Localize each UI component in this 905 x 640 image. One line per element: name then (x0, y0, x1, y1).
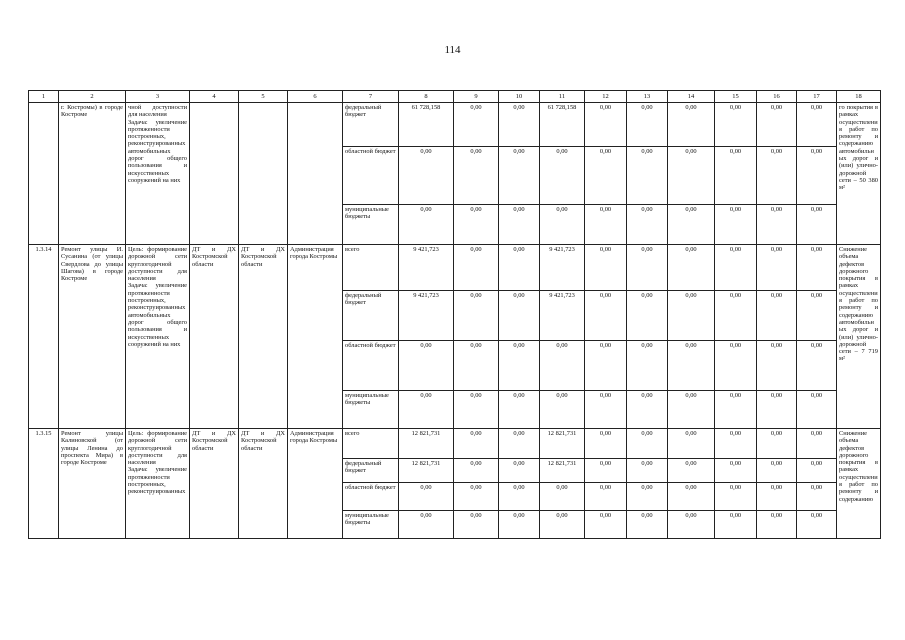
value-cell: 0,00 (797, 483, 837, 511)
value-cell: 0,00 (399, 341, 454, 391)
value-cell: 0,00 (797, 103, 837, 147)
value-cell: 0,00 (499, 483, 540, 511)
value-cell: 0,00 (797, 245, 837, 291)
value-cell: 0,00 (715, 103, 757, 147)
value-cell: 0,00 (668, 511, 715, 539)
value-cell: 0,00 (715, 511, 757, 539)
value-cell: 0,00 (797, 391, 837, 429)
value-cell: 0,00 (454, 391, 499, 429)
header-cell: 14 (668, 91, 715, 103)
value-cell: 0,00 (454, 341, 499, 391)
header-cell: 9 (454, 91, 499, 103)
header-cell: 7 (343, 91, 399, 103)
value-cell: 0,00 (627, 205, 668, 245)
value-cell: 0,00 (585, 511, 627, 539)
item-number-cell (29, 103, 59, 245)
header-cell: 6 (288, 91, 343, 103)
value-cell: 0,00 (454, 429, 499, 459)
value-cell: 0,00 (668, 429, 715, 459)
participant-cell: Администрация города Костромы (288, 429, 343, 539)
value-cell: 0,00 (540, 511, 585, 539)
value-cell: 0,00 (757, 103, 797, 147)
value-cell: 0,00 (715, 429, 757, 459)
value-cell: 0,00 (399, 511, 454, 539)
value-cell: 0,00 (715, 205, 757, 245)
header-cell: 3 (126, 91, 190, 103)
value-cell: 0,00 (627, 511, 668, 539)
value-cell: 0,00 (715, 147, 757, 205)
goal-task-cell: чной доступности для населения Задача: увеличение протяженности построенных, реконструированных автомобильных дорог общего пользования и искусственных сооружений на них (126, 103, 190, 245)
header-cell: 8 (399, 91, 454, 103)
header-cell: 10 (499, 91, 540, 103)
value-cell: 0,00 (399, 391, 454, 429)
value-cell: 0,00 (797, 291, 837, 341)
funding-source-cell: федеральный бюджет (343, 291, 399, 341)
value-cell: 0,00 (499, 147, 540, 205)
value-cell: 0,00 (668, 483, 715, 511)
value-cell: 0,00 (757, 459, 797, 483)
value-cell: 0,00 (715, 391, 757, 429)
funding-source-cell: всего (343, 429, 399, 459)
table-row (29, 245, 881, 291)
value-cell: 0,00 (715, 483, 757, 511)
value-cell: 0,00 (668, 341, 715, 391)
value-cell: 0,00 (585, 291, 627, 341)
value-cell: 0,00 (627, 147, 668, 205)
funding-source-cell: муниципальные бюджеты (343, 205, 399, 245)
header-cell: 17 (797, 91, 837, 103)
coexecutor-cell: ДТ и ДХ Костромской области (239, 429, 288, 539)
value-cell: 0,00 (668, 459, 715, 483)
participant-cell: Администрация города Костромы (288, 245, 343, 429)
value-cell: 0,00 (454, 103, 499, 147)
value-cell: 0,00 (585, 205, 627, 245)
funding-source-cell: всего (343, 245, 399, 291)
value-cell: 0,00 (627, 103, 668, 147)
table-row (29, 429, 881, 459)
value-cell: 0,00 (454, 459, 499, 483)
value-cell: 0,00 (585, 341, 627, 391)
value-cell: 0,00 (454, 147, 499, 205)
value-cell: 0,00 (499, 391, 540, 429)
value-cell: 0,00 (399, 205, 454, 245)
value-cell: 0,00 (668, 391, 715, 429)
value-cell: 0,00 (585, 429, 627, 459)
value-cell: 9 421,723 (399, 245, 454, 291)
value-cell: 61 728,158 (399, 103, 454, 147)
value-cell: 0,00 (797, 511, 837, 539)
value-cell: 0,00 (499, 103, 540, 147)
header-row (29, 91, 881, 103)
value-cell: 0,00 (454, 291, 499, 341)
value-cell: 0,00 (540, 483, 585, 511)
value-cell: 12 821,731 (399, 459, 454, 483)
value-cell: 0,00 (668, 291, 715, 341)
value-cell: 0,00 (757, 429, 797, 459)
value-cell: 0,00 (627, 391, 668, 429)
coexecutor-cell: ДТ и ДХ Костромской области (239, 245, 288, 429)
value-cell: 0,00 (585, 391, 627, 429)
value-cell: 0,00 (454, 483, 499, 511)
value-cell: 0,00 (499, 205, 540, 245)
value-cell: 0,00 (627, 245, 668, 291)
budget-table (28, 90, 881, 539)
executor-cell: ДТ и ДХ Костромской области (190, 245, 239, 429)
value-cell: 0,00 (668, 245, 715, 291)
value-cell: 0,00 (715, 459, 757, 483)
executor-cell (190, 103, 239, 245)
coexecutor-cell (239, 103, 288, 245)
value-cell: 12 821,731 (540, 429, 585, 459)
value-cell: 0,00 (454, 205, 499, 245)
value-cell: 0,00 (499, 459, 540, 483)
value-cell: 0,00 (540, 147, 585, 205)
header-cell: 16 (757, 91, 797, 103)
funding-source-cell: федеральный бюджет (343, 459, 399, 483)
value-cell: 0,00 (715, 341, 757, 391)
value-cell: 0,00 (757, 391, 797, 429)
funding-source-cell: муниципальные бюджеты (343, 391, 399, 429)
result-cell: Снижение объема дефектов дорожного покрытия в рамках осуществления работ по ремонту и содержанию (837, 429, 881, 539)
value-cell: 0,00 (627, 459, 668, 483)
header-cell: 11 (540, 91, 585, 103)
value-cell: 0,00 (454, 245, 499, 291)
value-cell: 0,00 (540, 391, 585, 429)
header-cell: 1 (29, 91, 59, 103)
value-cell: 9 421,723 (540, 245, 585, 291)
value-cell: 0,00 (715, 245, 757, 291)
item-name-cell: Ремонт улицы Калиновской (от улицы Ленина до проспекта Мира) в городе Костроме (59, 429, 126, 539)
value-cell: 0,00 (585, 459, 627, 483)
value-cell: 0,00 (668, 147, 715, 205)
value-cell: 0,00 (454, 511, 499, 539)
value-cell: 0,00 (668, 103, 715, 147)
table-row (29, 103, 881, 147)
value-cell: 0,00 (715, 291, 757, 341)
item-name-cell: Ремонт улицы И. Сусанина (от улицы Свердлова до улицы Шагова) в городе Костроме (59, 245, 126, 429)
value-cell: 0,00 (757, 147, 797, 205)
value-cell: 0,00 (668, 205, 715, 245)
funding-source-cell: областной бюджет (343, 341, 399, 391)
value-cell: 0,00 (797, 205, 837, 245)
header-cell: 12 (585, 91, 627, 103)
page-number: 114 (444, 44, 461, 56)
value-cell: 0,00 (540, 205, 585, 245)
result-cell: го покрытия в рамках осуществления работ по ремонту и содержанию автомобильных дорог и (или) улично-дорожной сети – 50 380 м² (837, 103, 881, 245)
value-cell: 0,00 (499, 291, 540, 341)
value-cell: 0,00 (627, 483, 668, 511)
header-cell: 18 (837, 91, 881, 103)
value-cell: 0,00 (757, 291, 797, 341)
value-cell: 61 728,158 (540, 103, 585, 147)
value-cell: 0,00 (757, 245, 797, 291)
result-cell: Снижение объема дефектов дорожного покрытия в рамках осуществления работ по ремонту и содержанию автомобильных дорог и (или) улично-дорожной сети – 7 719 м² (837, 245, 881, 429)
table-body (29, 103, 881, 539)
value-cell: 0,00 (627, 429, 668, 459)
funding-source-cell: муниципальные бюджеты (343, 511, 399, 539)
value-cell: 0,00 (499, 245, 540, 291)
header-cell: 5 (239, 91, 288, 103)
value-cell: 0,00 (499, 429, 540, 459)
value-cell: 0,00 (757, 205, 797, 245)
participant-cell (288, 103, 343, 245)
item-number-cell: 1.3.14 (29, 245, 59, 429)
header-cell: 4 (190, 91, 239, 103)
value-cell: 0,00 (627, 341, 668, 391)
value-cell: 0,00 (757, 511, 797, 539)
value-cell: 0,00 (399, 483, 454, 511)
value-cell: 0,00 (757, 483, 797, 511)
value-cell: 0,00 (797, 459, 837, 483)
value-cell: 0,00 (797, 341, 837, 391)
value-cell: 12 821,731 (540, 459, 585, 483)
executor-cell: ДТ и ДХ Костромской области (190, 429, 239, 539)
value-cell: 0,00 (399, 147, 454, 205)
funding-source-cell: областной бюджет (343, 483, 399, 511)
value-cell: 0,00 (585, 103, 627, 147)
goal-task-cell: Цель: формирование дорожной сети круглогодичной доступности для населения Задача: увеличение протяженности построенных, реконструированных автомобильных дорог общего пользования и искусственных сооружений на них (126, 245, 190, 429)
header-cell: 15 (715, 91, 757, 103)
value-cell: 0,00 (585, 483, 627, 511)
value-cell: 9 421,723 (540, 291, 585, 341)
value-cell: 0,00 (585, 147, 627, 205)
value-cell: 12 821,731 (399, 429, 454, 459)
value-cell: 9 421,723 (399, 291, 454, 341)
funding-source-cell: федеральный бюджет (343, 103, 399, 147)
value-cell: 0,00 (797, 147, 837, 205)
header-cell: 13 (627, 91, 668, 103)
item-number-cell: 1.3.15 (29, 429, 59, 539)
item-name-cell: г. Костромы) в городе Костроме (59, 103, 126, 245)
goal-task-cell: Цель: формирование дорожной сети круглогодичной доступности для населения Задача: увеличение протяженности построенных, реконструированных (126, 429, 190, 539)
header-cell: 2 (59, 91, 126, 103)
value-cell: 0,00 (627, 291, 668, 341)
value-cell: 0,00 (757, 341, 797, 391)
value-cell: 0,00 (499, 511, 540, 539)
value-cell: 0,00 (797, 429, 837, 459)
value-cell: 0,00 (585, 245, 627, 291)
value-cell: 0,00 (499, 341, 540, 391)
funding-source-cell: областной бюджет (343, 147, 399, 205)
value-cell: 0,00 (540, 341, 585, 391)
